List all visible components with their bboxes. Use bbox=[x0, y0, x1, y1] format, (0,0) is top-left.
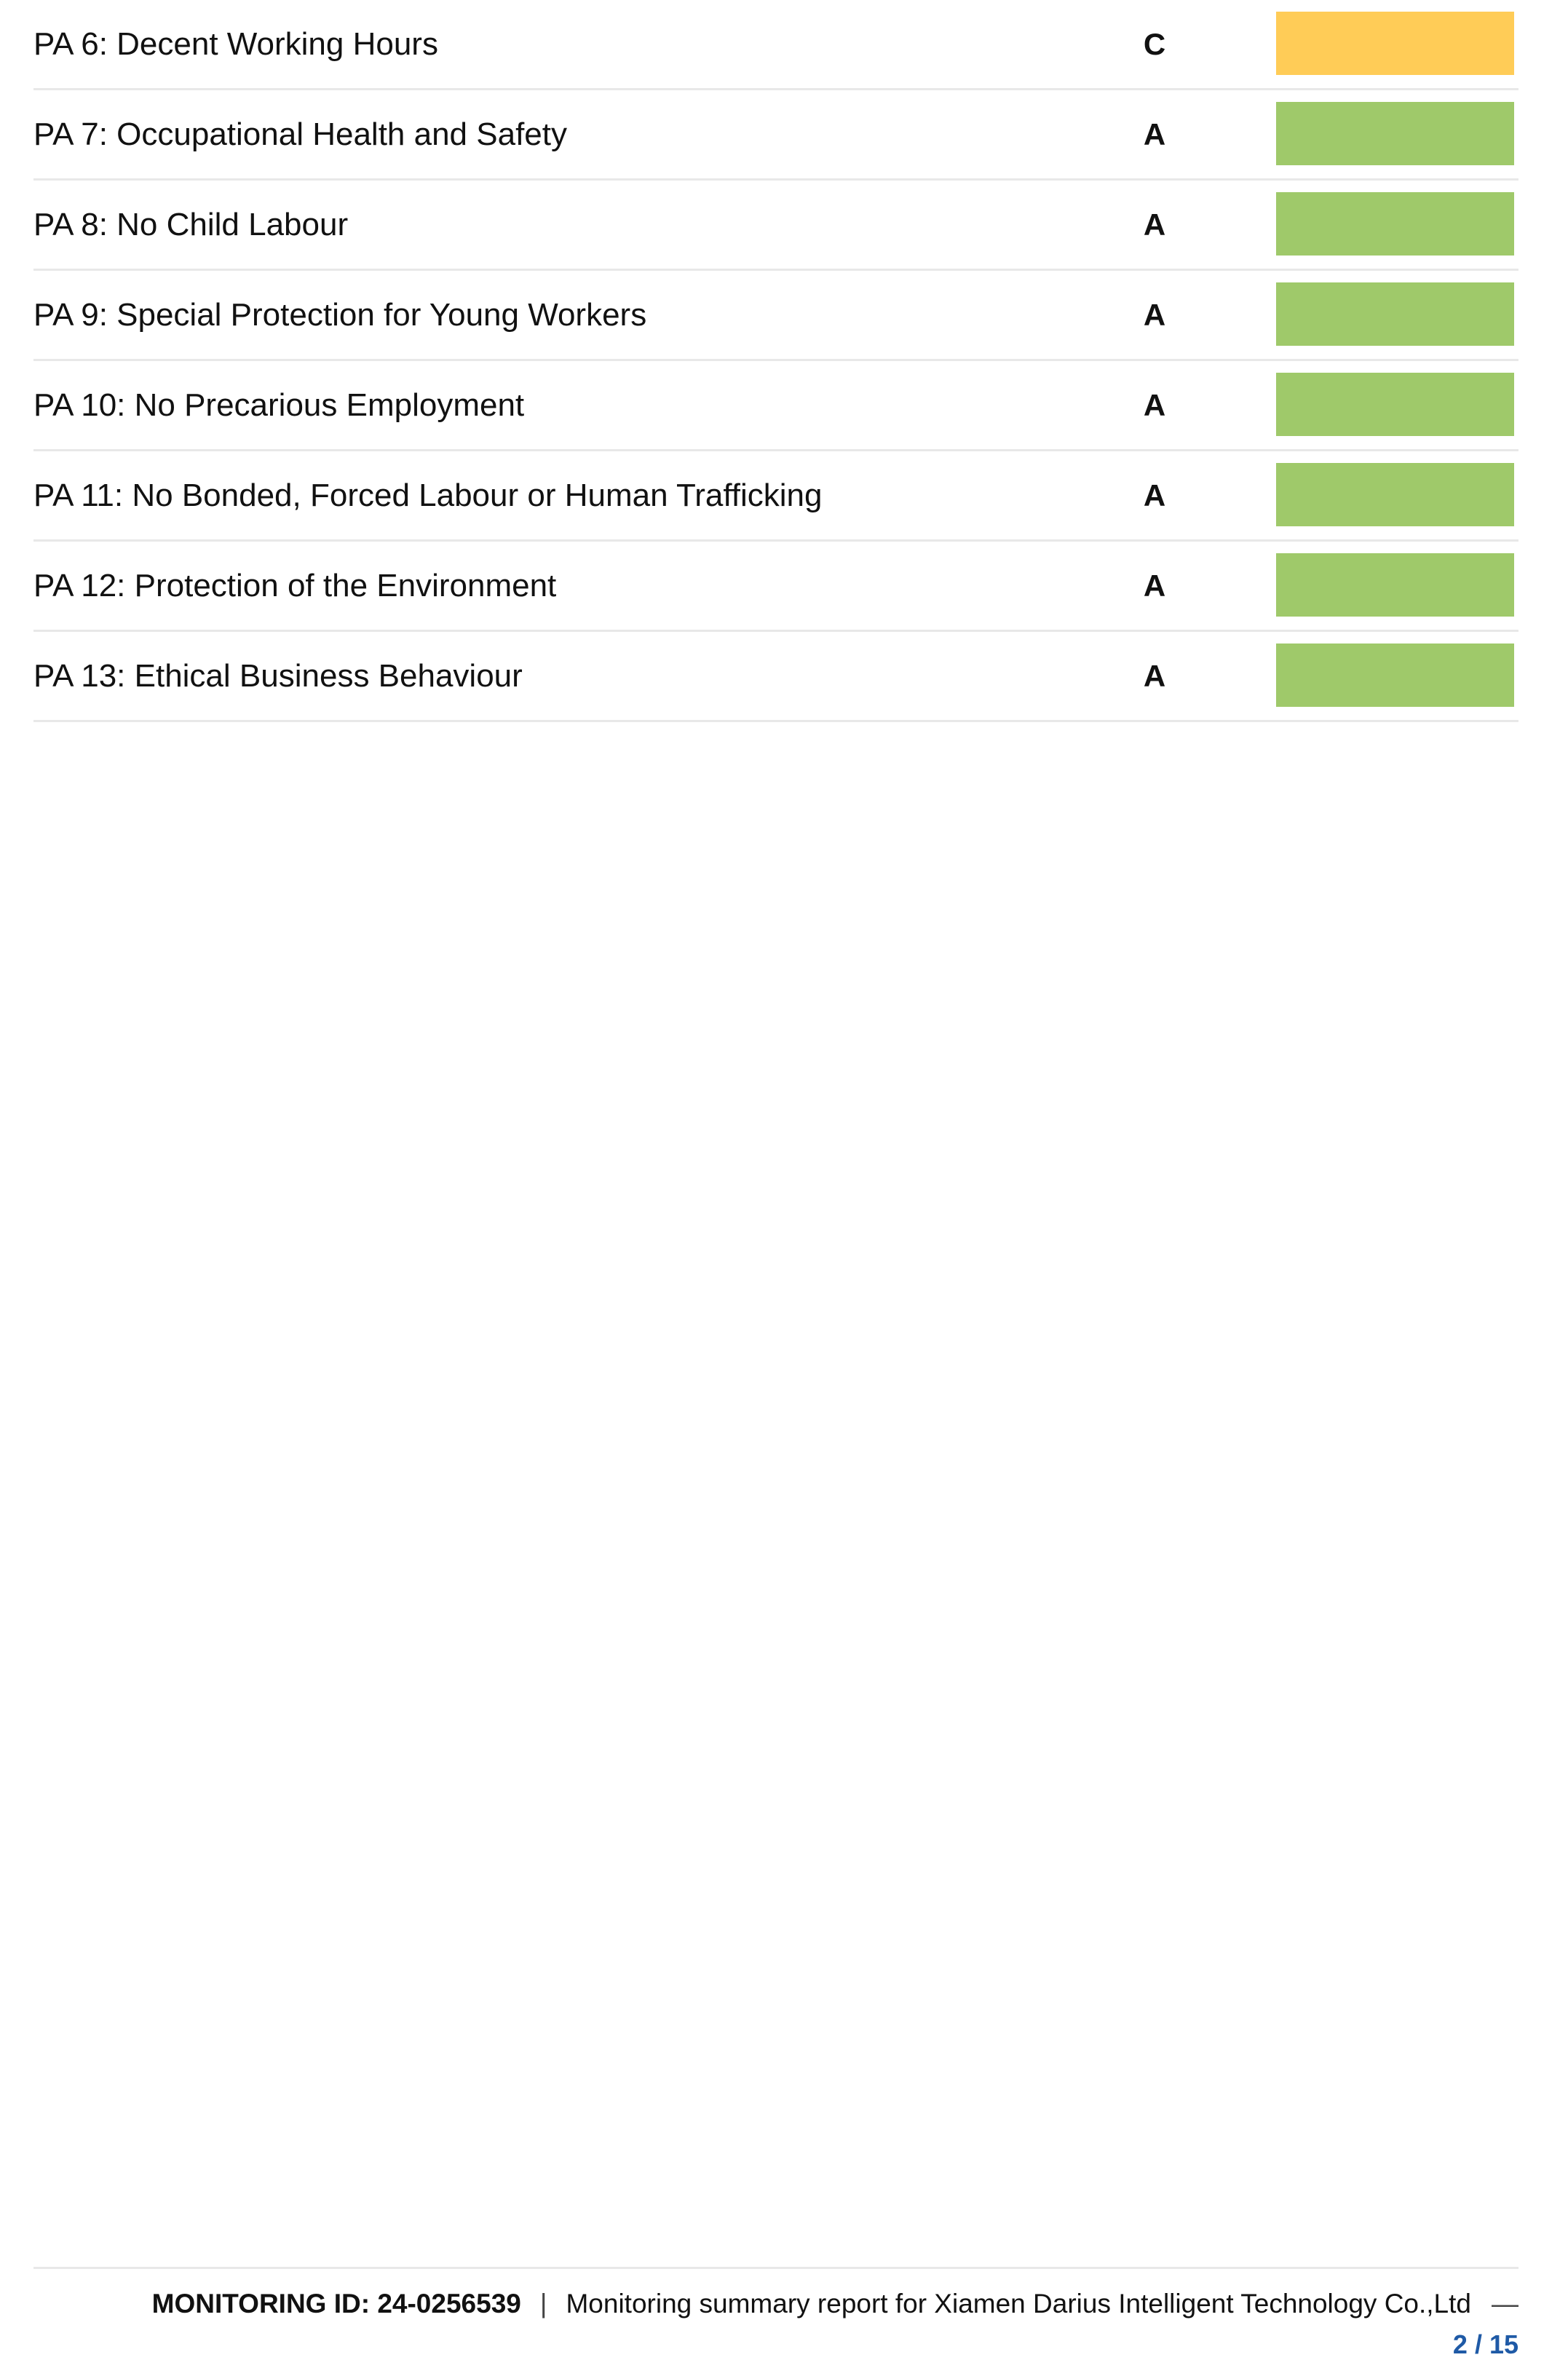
rating-grade: A bbox=[1143, 117, 1166, 151]
rating-grade: A bbox=[1143, 478, 1166, 512]
table-row bbox=[33, 361, 1518, 451]
rating-grade: A bbox=[1143, 207, 1166, 242]
rating-color-swatch bbox=[1276, 192, 1514, 256]
performance-area-label: PA 9: Special Protection for Young Workers bbox=[33, 297, 647, 333]
rating-grade: A bbox=[1143, 298, 1166, 332]
monitoring-id: MONITORING ID: 24-0256539 bbox=[151, 2289, 521, 2318]
performance-area-label: PA 12: Protection of the Environment bbox=[33, 568, 557, 603]
report-title: Monitoring summary report for Xiamen Darius Intelligent Technology Co.,Ltd bbox=[566, 2289, 1471, 2318]
performance-area-label: PA 13: Ethical Business Behaviour bbox=[33, 658, 523, 694]
footer-dash: — bbox=[1492, 2289, 1518, 2318]
rating-color-swatch bbox=[1276, 102, 1514, 165]
page-footer bbox=[0, 2286, 1518, 2322]
rating-grade: A bbox=[1143, 388, 1166, 422]
performance-area-label: PA 11: No Bonded, Forced Labour or Human Trafficking bbox=[33, 478, 823, 513]
rating-color-swatch bbox=[1276, 282, 1514, 346]
rating-color-swatch bbox=[1276, 553, 1514, 617]
table-row bbox=[33, 271, 1518, 361]
performance-area-label: PA 7: Occupational Health and Safety bbox=[33, 116, 567, 152]
rating-grade: A bbox=[1143, 569, 1166, 603]
rating-grade: C bbox=[1143, 27, 1166, 61]
table-row bbox=[33, 451, 1518, 542]
footer-divider bbox=[33, 2267, 1518, 2269]
performance-area-label: PA 10: No Precarious Employment bbox=[33, 387, 525, 423]
table-row bbox=[33, 542, 1518, 632]
rating-grade: A bbox=[1143, 659, 1166, 693]
table-row bbox=[33, 0, 1518, 90]
rating-color-swatch bbox=[1276, 644, 1514, 707]
table-row bbox=[33, 181, 1518, 271]
rating-color-swatch bbox=[1276, 373, 1514, 436]
performance-area-table bbox=[33, 0, 1518, 722]
rating-color-swatch bbox=[1276, 12, 1514, 75]
performance-area-label: PA 6: Decent Working Hours bbox=[33, 26, 438, 62]
performance-area-label: PA 8: No Child Labour bbox=[33, 207, 349, 242]
table-row bbox=[33, 632, 1518, 722]
table-row bbox=[33, 90, 1518, 181]
rating-color-swatch bbox=[1276, 463, 1514, 526]
footer-separator: | bbox=[539, 2289, 547, 2318]
page-number: 2 / 15 bbox=[1452, 2329, 1518, 2359]
